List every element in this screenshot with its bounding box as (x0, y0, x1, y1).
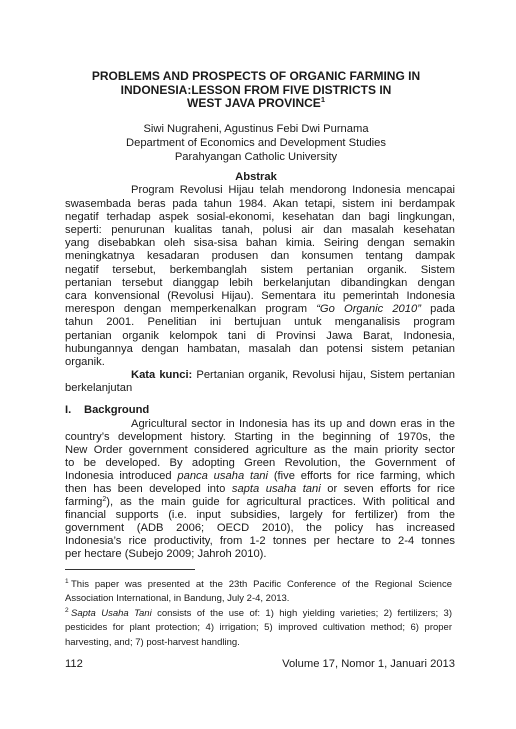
abstract-line: tahun 2001. Penelitian ini bertujuan untuk menganalisis program (65, 316, 455, 329)
abstract-line: Program Revolusi Hijau telah mendorong Indonesia mencapai (131, 184, 455, 197)
footnote-mark: 2 (65, 607, 69, 615)
body-line: Indonesia’s rice productivity, from 1-2 tonnes per hectare to 2-4 tonnes (65, 534, 455, 547)
body-line (65, 470, 455, 483)
abstract-heading: Abstrak (235, 171, 277, 183)
abstract-line: cara konvensional (Revolusi Hijau). Sementara itu pemerintah Indonesia (65, 290, 455, 303)
abstract-line: negatif terhadap aspek sosial-ekonomi, kesehatan dan bagi lingkungan, (65, 210, 455, 223)
footnote-line: harvesting, and; 7) post-harvest handling. (65, 636, 240, 648)
abstract-line: pertanian organik kelompok tani di Provinsi Jawa Barat, Indonesia, (65, 329, 455, 342)
footnote-line: pesticides for plant protection; 4) irrigation; 5) improved cultivation method; 6) proper (65, 622, 452, 634)
footnotes (65, 578, 452, 651)
section-title: Background (84, 404, 150, 416)
body-line: government (ADB 2006; OECD 2010), the policy has increased (65, 521, 455, 534)
section-number: I. (65, 404, 72, 416)
footnote-mark: 1 (65, 578, 69, 586)
abstract-line: organik. (65, 356, 105, 369)
body-line: to be developed. By adopting Green Revolution, the Government of (65, 456, 455, 469)
author-department: Department of Economics and Development Studies (126, 137, 386, 149)
italic-term: sapta usaha tani (231, 482, 321, 495)
body-line: financial supports (i.e. input subsidies, largely for fertilizer) from the (65, 508, 455, 521)
body-line-text: then has been developed into (65, 482, 226, 495)
body-line-text: (five efforts for rice farming, which (273, 469, 455, 482)
abstract-line: hubungannya dengan hambatan, masalah dan potensi sistem petanian (65, 342, 455, 355)
section-heading (65, 403, 455, 417)
abstract-line: seperti: penurunan kualitas tanah, polusi air dan masalah kesehatan (65, 224, 455, 236)
program-name: “Go Organic 2010” (316, 303, 421, 316)
abstract-line-text: merespon dengan memperkenalkan program (65, 303, 308, 316)
body-line (65, 496, 455, 509)
abstract-line (65, 303, 455, 316)
abstract-line: negatif tersebut, berkembanglah sistem pertanian organik. Sistem (65, 263, 455, 276)
abstract (65, 184, 455, 395)
footnote-line (65, 578, 452, 593)
abstract-line-text: pada (430, 303, 456, 316)
title-line: INDONESIA:LESSON FROM FIVE DISTRICTS IN (120, 82, 392, 97)
body-line-text: or seven efforts for rice (327, 482, 456, 495)
body-line: per hectare (Subejo 2009; Jahroh 2010). (65, 547, 267, 560)
abstract-line: pertanian tersebut dianggap lebih berkelanjutan dibandingkan dengan (65, 276, 455, 289)
body-line-text: farming (65, 495, 103, 508)
italic-term: panca usaha tani (177, 469, 269, 482)
journal-issue: Volume 17, Nomor 1, Januari 2013 (282, 658, 455, 670)
author-institution: Parahyangan Catholic University (174, 151, 338, 163)
author-block (56, 122, 456, 164)
footnote-ref: 2 (102, 495, 107, 503)
abstract-line: meningkatnya kesadaran produsen dan konsumen tentang dampak (65, 250, 455, 263)
page-number: 112 (65, 658, 83, 670)
footnote-text: consists of the use of: 1) high yielding varieties; 2) fertilizers; 3) (157, 607, 452, 619)
keywords-label: Kata kunci: (131, 369, 193, 382)
title-line-text: WEST JAVA PROVINCE (187, 96, 321, 111)
paper-title (56, 70, 456, 111)
page-footer (65, 657, 455, 671)
keywords-line (65, 369, 455, 382)
footnote-text: This paper was presented at the 23th Pacific Conference of the Regional Science (71, 578, 452, 590)
title-line (56, 97, 456, 111)
body-line: Agricultural sector in Indonesia has its up and down eras in the (131, 417, 455, 430)
keywords-text: Pertanian organik, Revolusi hijau, Sistem pertanian (196, 369, 455, 382)
abstract-line: swasembada beras pada tahun 1984. Akan tetapi, sistem ini berdampak (65, 197, 455, 210)
footnote-separator (65, 569, 195, 570)
footnote-line: Association International, in Bandung, July 2-4, 2013. (65, 593, 290, 605)
footnote-line (65, 607, 452, 622)
body-line-text: Indonesia introduced (65, 469, 172, 482)
body-line: New Order government considered agriculture as the main priority sector (65, 443, 455, 456)
title-footnote-ref: 1 (320, 95, 325, 105)
abstract-line: yang disebabkan oleh sisa-sisa bahan kimia. Seiring dengan semakin (65, 237, 455, 250)
title-line: PROBLEMS AND PROSPECTS OF ORGANIC FARMING IN (91, 69, 421, 83)
body-line: country’s development history. Starting in the beginning of 1970s, the (65, 430, 455, 443)
body-line-text: ), as the main guide for agricultural practices. With political and (106, 495, 455, 508)
background-paragraph (65, 418, 455, 561)
author-names: Siwi Nugraheni, Agustinus Febi Dwi Purnama (143, 123, 369, 135)
footnote-term: Sapta Usaha Tani (71, 607, 152, 619)
keywords-line: berkelanjutan (65, 382, 133, 395)
body-line (65, 483, 455, 496)
